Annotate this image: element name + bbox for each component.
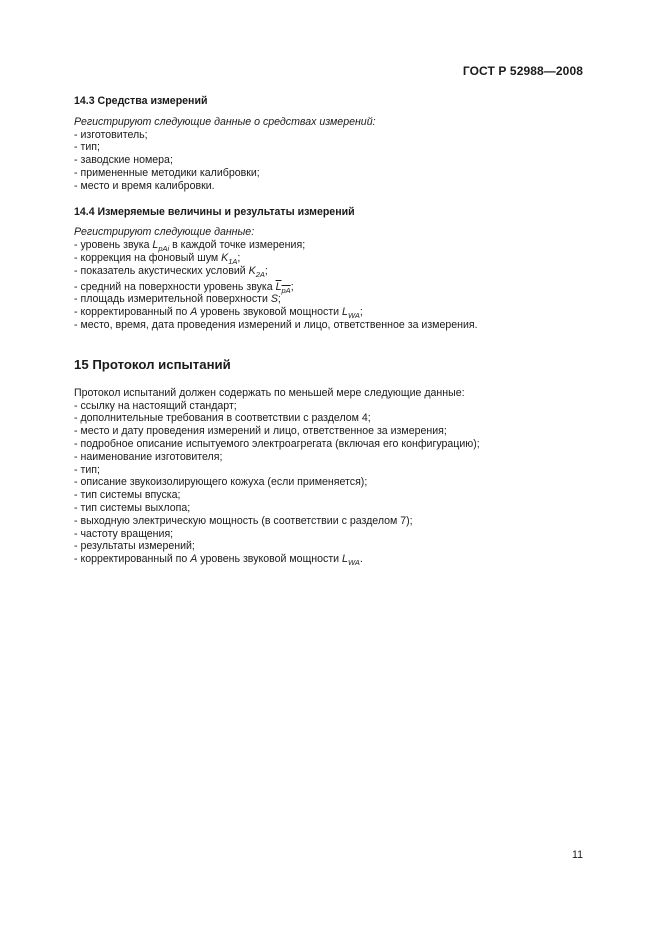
list-item: - средний на поверхности уровень звука $L_{pA}$; xyxy=(74,280,294,295)
subsection-title-14-3: 14.3 Средства измерений xyxy=(74,95,208,107)
list-item: - площадь измерительной поверхности S; xyxy=(74,293,281,306)
section-title-15: 15 Протокол испытаний xyxy=(74,356,231,372)
page-number: 11 xyxy=(572,849,583,861)
list-item: - место, время, дата проведения измерений и лицо, ответственное за измерения. xyxy=(74,318,478,331)
list-item: - корректированный по А уровень звуковой мощности $L_{WA}$; xyxy=(74,306,363,321)
list-item: - дополнительные требования в соответствии с разделом 4; xyxy=(74,412,371,425)
list-item: - корректированный по А уровень звуковой мощности $L_{WA}$. xyxy=(74,553,363,568)
list-item: - тип системы впуска; xyxy=(74,489,181,502)
list-item: - ссылку на настоящий стандарт; xyxy=(74,399,237,412)
list-item: - тип; xyxy=(74,463,100,476)
list-item: - уровень звука $L_{pAi}$ в каждой точке измерения; xyxy=(74,239,306,254)
section-intro-15: Протокол испытаний должен содержать по меньшей мере следующие данные: xyxy=(74,386,465,399)
list-item: - результаты измерений; xyxy=(74,540,195,553)
page-body xyxy=(74,95,594,566)
list-item: - описание звукоизолирующего кожуха (если применяется); xyxy=(74,476,368,489)
list-item: - изготовитель; xyxy=(74,128,148,141)
list-item: - место и дату проведения измерений и лицо, ответственное за измерения; xyxy=(74,425,447,438)
list-item: - наименование изготовителя; xyxy=(74,450,223,463)
list-item: - коррекция на фоновый шум $K_{1A}$; xyxy=(74,251,241,266)
list-item: - тип системы выхлопа; xyxy=(74,501,191,514)
list-item: - показатель акустических условий $K_{2A}$; xyxy=(74,264,268,279)
list-item: - тип; xyxy=(74,141,100,154)
list-item: - примененные методики калибровки; xyxy=(74,166,260,179)
subsection-intro-14-4: Регистрируют следующие данные: xyxy=(74,226,255,239)
list-item: - выходную электрическую мощность (в соответствии с разделом 7); xyxy=(74,514,413,527)
list-item: - подробное описание испытуемого электроагрегата (включая его конфигурацию); xyxy=(74,437,480,450)
subsection-intro-14-3: Регистрируют следующие данные о средствах измерений: xyxy=(74,115,376,128)
list-item: - частоту вращения; xyxy=(74,527,174,540)
list-item: - заводские номера; xyxy=(74,154,173,167)
document-code: ГОСТ Р 52988—2008 xyxy=(462,64,583,78)
list-item: - место и время калибровки. xyxy=(74,179,215,192)
subsection-title-14-4: 14.4 Измеряемые величины и результаты измерений xyxy=(74,205,355,218)
